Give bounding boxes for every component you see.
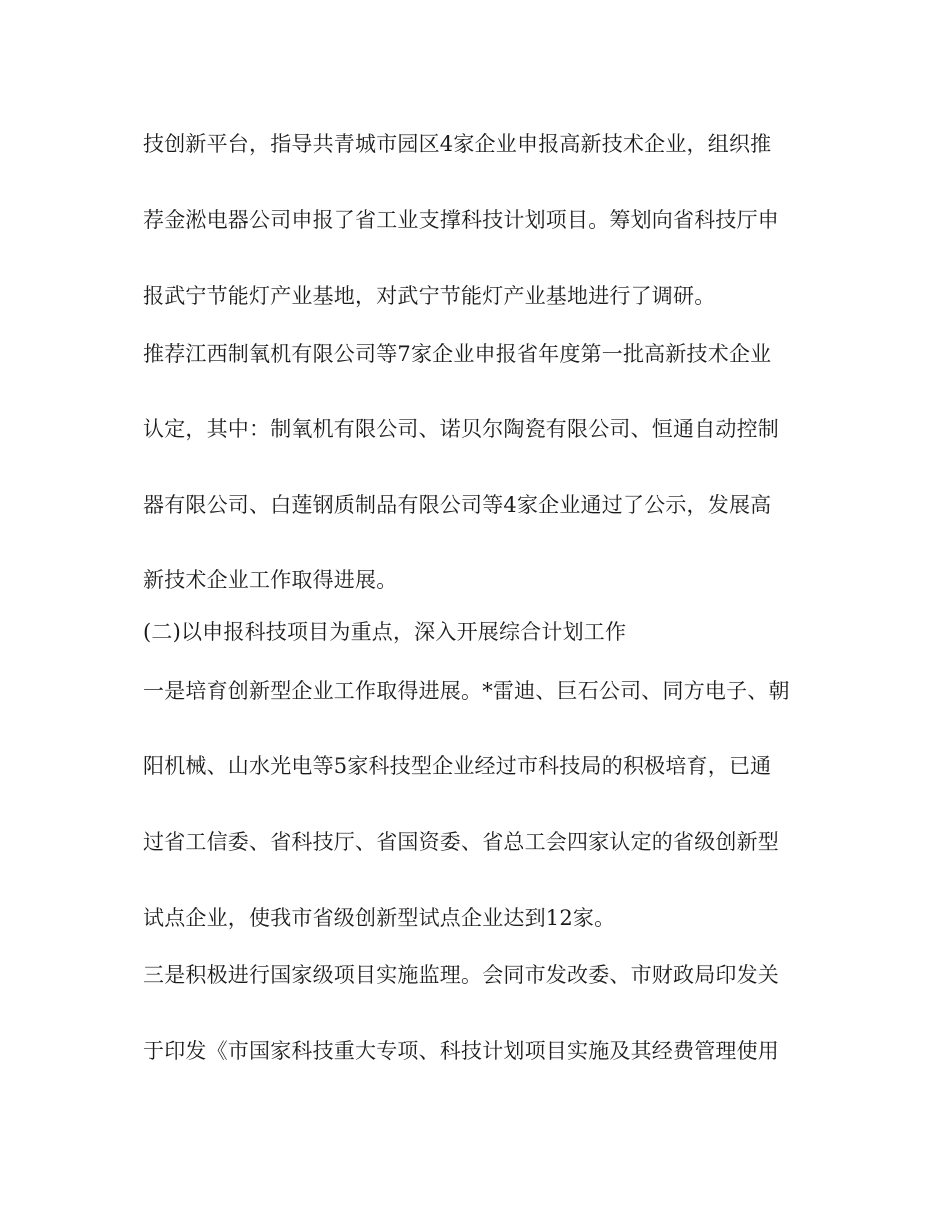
body-text-line: 过省工信委、省科技厅、省国资委、省总工会四家认定的省级创新型 bbox=[143, 830, 779, 854]
body-text-line: 认定，其中：制氧机有限公司、诺贝尔陶瓷有限公司、恒通自动控制 bbox=[143, 417, 779, 441]
body-text-line: 荐金淞电器公司申报了省工业支撑科技计划项目。筹划向省科技厅申 bbox=[143, 208, 779, 232]
body-text-line: 报武宁节能灯产业基地，对武宁节能灯产业基地进行了调研。 bbox=[143, 284, 716, 308]
body-text-line: 技创新平台，指导共青城市园区4家企业申报高新技术企业，组织推 bbox=[143, 132, 772, 156]
body-text-line: 新技术企业工作取得进展。 bbox=[143, 568, 398, 592]
body-text-line: 三是积极进行国家级项目实施监理。会同市发改委、市财政局印发关 bbox=[143, 963, 779, 987]
body-text-line: 器有限公司、白莲钢质制品有限公司等4家企业通过了公示，发展高 bbox=[143, 493, 772, 517]
body-text-line: 阳机械、山水光电等5家科技型企业经过市科技局的积极培育，已通 bbox=[143, 754, 772, 778]
body-text-line: 一是培育创新型企业工作取得进展。*雷迪、巨石公司、同方电子、朝 bbox=[143, 679, 790, 703]
body-text-line: 于印发《市国家科技重大专项、科技计划项目实施及其经费管理使用 bbox=[143, 1039, 779, 1063]
section-heading: (二)以申报科技项目为重点，深入开展综合计划工作 bbox=[143, 620, 627, 644]
body-text-line: 试点企业，使我市省级创新型试点企业达到12家。 bbox=[143, 906, 616, 930]
body-text-line: 推荐江西制氧机有限公司等7家企业申报省年度第一批高新技术企业 bbox=[143, 342, 772, 366]
